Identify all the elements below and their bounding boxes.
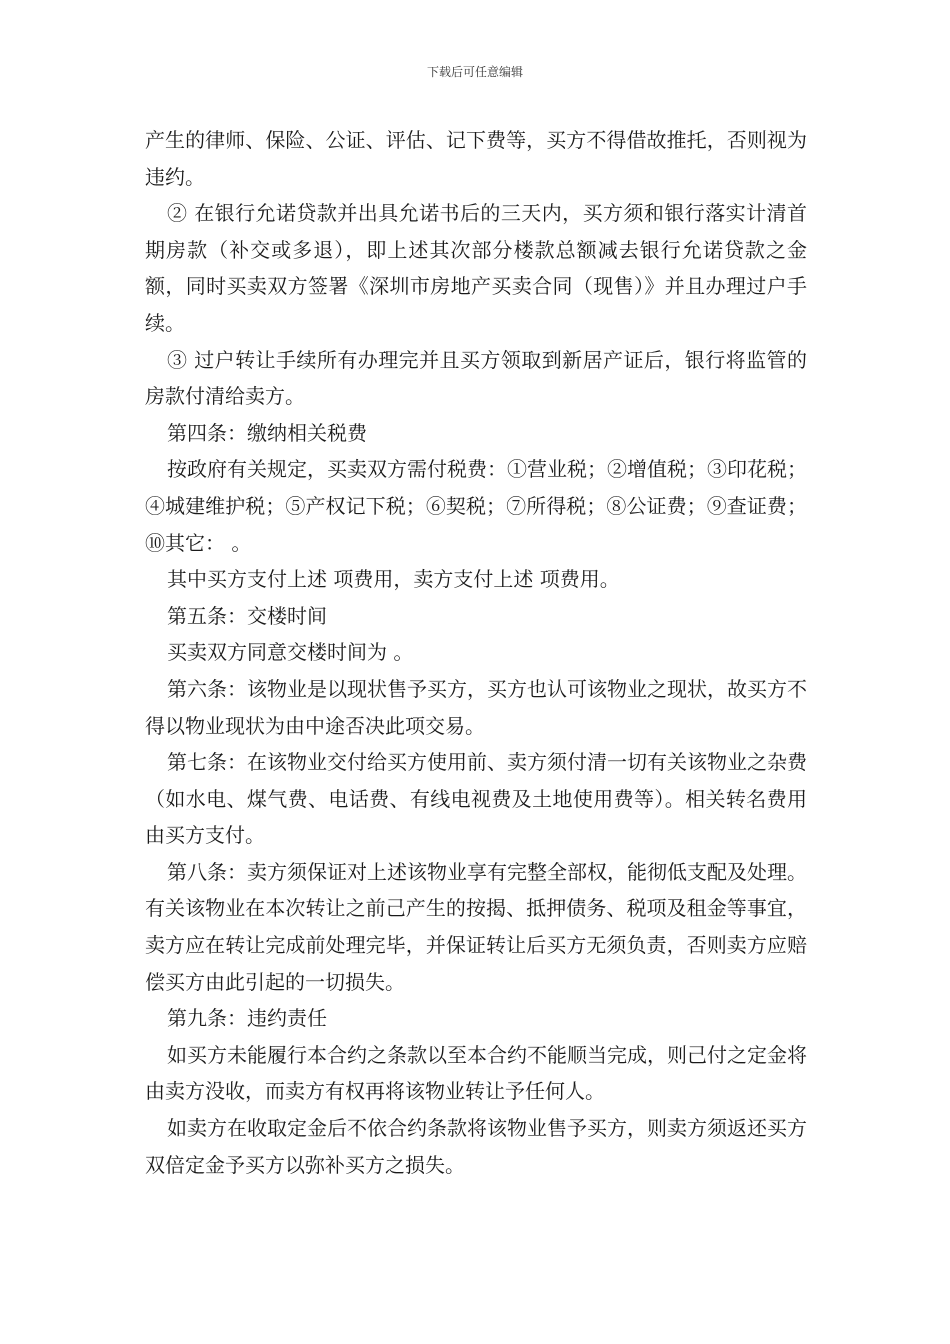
page-header: 下载后可任意编辑	[426, 65, 523, 79]
clause-4-heading: 第四条：缴纳相关税费	[167, 420, 367, 445]
paragraph-tax-list: 按政府有关规定，买卖双方需付税费：①营业税；②增值税；③印花税；④城建维护税；⑤产权记下税；⑥契税；⑦所得税；⑧公证费；⑨查证费；⑩其它： 。	[145, 457, 807, 555]
clause-9-heading: 第九条：违约责任	[167, 1006, 327, 1031]
clause-7: 第七条：在该物业交付给买方使用前、卖方须付清一切有关该物业之杂费（如水电、煤气费、电话费、有线电视费及土地使用费等）。相关转名费用由买方支付。	[145, 750, 807, 848]
contract-body	[145, 122, 807, 1183]
paragraph-seller-default: 如卖方在收取定金后不依合约条款将该物业售予买方，则卖方须返还买方双倍定金予买方以弥补买方之损失。	[145, 1116, 807, 1177]
paragraph-fee-continuation: 产生的律师、保险、公证、评估、记下费等，买方不得借故推托，否则视为违约。	[145, 128, 807, 189]
paragraph-transfer-step-3: ③ 过户转让手续所有办理完并且买方领取到新居产证后，银行将监管的房款付清给卖方。	[145, 347, 807, 409]
paragraph-handover-time: 买卖双方同意交楼时间为 。	[167, 640, 414, 665]
paragraph-tax-split: 其中买方支付上述 项费用，卖方支付上述 项费用。	[167, 567, 620, 592]
paragraph-bank-loan-step-2: ② 在银行允诺贷款并出具允诺书后的三天内，买方须和银行落实计清首期房款（补交或多退），即上述其次部分楼款总额减去银行允诺贷款之金额，同时买卖双方签署《深圳市房地产买卖合同（现售）》并且办理过户手续。	[145, 201, 807, 335]
clause-5-heading: 第五条：交楼时间	[167, 603, 327, 628]
paragraph-buyer-default: 如买方未能履行本合约之条款以至本合约不能顺当完成，则己付之定金将由卖方没收，而卖方有权再将该物业转让予任何人。	[145, 1042, 807, 1104]
clause-6: 第六条：该物业是以现状售予买方，买方也认可该物业之现状，故买方不得以物业现状为由中途否决此项交易。	[145, 676, 807, 738]
clause-8: 第八条：卖方须保证对上述该物业享有完整全部权，能彻低支配及处理。有关该物业在本次转让之前己产生的按揭、抵押债务、税项及租金等事宜，卖方应在转让完成前处理完毕，并保证转让后买方无须负责，否则卖方应赔偿买方由此引起的一切损失。	[145, 859, 807, 994]
